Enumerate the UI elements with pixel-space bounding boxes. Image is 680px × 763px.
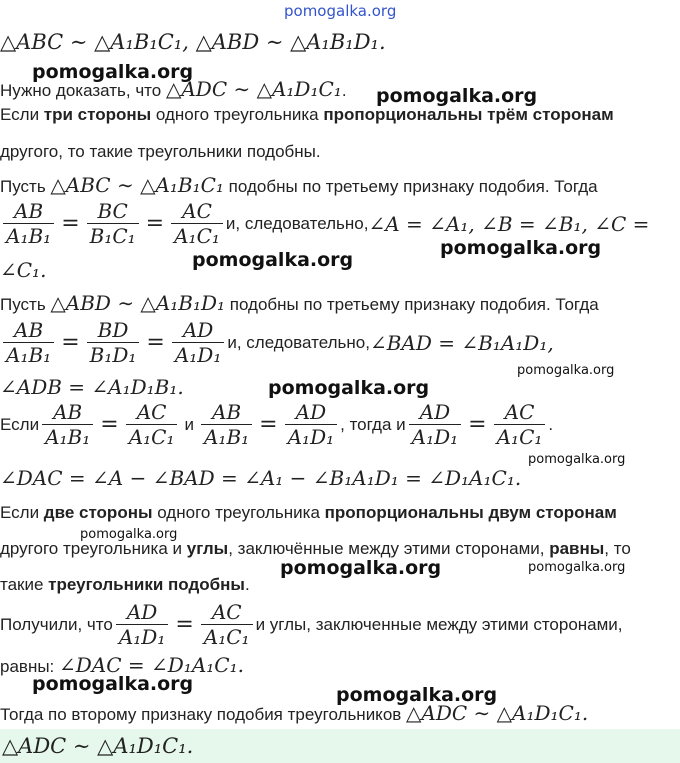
watermark: pomogalka.org (32, 673, 194, 695)
criterion3-line2: другого, то такие треугольники подобны. (0, 142, 321, 161)
fraction: $\frac{AD}{\text{A₁D₁}}$ (172, 318, 225, 367)
prove-prefix: Нужно доказать, что (0, 81, 166, 100)
fraction: $\frac{BC}{\text{B₁C₁}}$ (87, 199, 139, 248)
watermark: pomogalka.org (517, 363, 615, 378)
watermark: pomogalka.org (528, 452, 626, 467)
answer-text: △ADC ∼ △A₁D₁C₁. (2, 734, 194, 758)
criterion2-line3: такие треугольники подобны. (0, 575, 250, 594)
got-line: Получили, что $\frac{AD}{\text{A₁D₁}}$ = $\frac{AC}{\text{A₁C₁}}$ и углы, заключенные между этими сторонами, (0, 600, 623, 649)
final-line: Тогда по второму признаку подобия треугольников △ADC ∼ △A₁D₁C₁. (0, 701, 589, 725)
abd-intro: Пусть △ABD ∼ △A₁B₁D₁ подобны по третьему признаку подобия. Тогда (0, 291, 599, 315)
criterion2-line1: Если две стороны одного треугольника пропорциональны двум сторонам (0, 503, 617, 522)
abc-ratios: $\frac{AB}{\text{A₁B₁}}$ = $\frac{BC}{\text{B₁C₁}}$ = $\frac{AC}{\text{A₁C₁}}$ и, следовательно, ∠A = ∠A₁, ∠B = ∠B₁, ∠C = (0, 199, 649, 248)
abd-cont: ∠ADB = ∠A₁D₁B₁. (0, 375, 184, 399)
angle-line: ∠DAC = ∠A − ∠BAD = ∠A₁ − ∠B₁A₁D₁ = ∠D₁A₁C₁. (0, 466, 522, 490)
abc-intro: Пусть △ABC ∼ △A₁B₁C₁ подобны по третьему признаку подобия. Тогда (0, 173, 598, 197)
given-line: △ABC ∼ △A₁B₁C₁, △ABD ∼ △A₁B₁D₁. (0, 30, 386, 54)
abd-ratios: $\frac{AB}{\text{A₁B₁}}$ = $\frac{BD}{\text{B₁D₁}}$ = $\frac{AD}{\text{A₁D₁}}$ и, следовательно, ∠BAD = ∠B₁A₁D₁, (0, 318, 554, 367)
watermark: pomogalka.org (32, 61, 194, 83)
answer-box (0, 729, 680, 763)
fraction: $\frac{AC}{\text{A₁C₁}}$ (171, 199, 223, 248)
watermark: pomogalka.org (280, 557, 442, 579)
fraction: $\frac{AB}{\text{A₁B₁}}$ (3, 318, 54, 367)
criterion3-line1: Если три стороны одного треугольника пропорциональны трём сторонам (0, 105, 614, 124)
prove-suffix: . (341, 81, 347, 100)
prove-math: △ADC ∼ △A₁D₁C₁ (165, 77, 342, 101)
condition-line: Если $\frac{AB}{\text{A₁B₁}}$ = $\frac{AC}{\text{A₁C₁}}$ и $\frac{AB}{\text{A₁B₁}}$ = $\frac{AD}{\text{A₁D₁}}$ , тогда и $\frac{AD}{\text{A₁D₁}}$ = $\frac{AC}{\text{A₁C₁}}$ . (0, 400, 554, 449)
watermark: pomogalka.org (268, 377, 430, 399)
watermark: pomogalka.org (528, 560, 626, 575)
criterion2-line2: другого треугольника и углы, заключённые между этими сторонами, равны, то (0, 539, 631, 558)
watermark: pomogalka.org (80, 527, 178, 542)
watermark: pomogalka.org (284, 2, 397, 20)
watermark: pomogalka.org (336, 684, 498, 706)
got-line2: равны: ∠DAC = ∠D₁A₁C₁. (0, 653, 244, 677)
watermark: pomogalka.org (192, 249, 354, 271)
watermark: pomogalka.org (440, 237, 602, 259)
fraction: $\frac{AB}{\text{A₁B₁}}$ (3, 199, 54, 248)
fraction: $\frac{BD}{\text{B₁D₁}}$ (87, 318, 140, 367)
abc-cont: ∠C₁. (0, 258, 47, 282)
watermark: pomogalka.org (376, 85, 538, 107)
